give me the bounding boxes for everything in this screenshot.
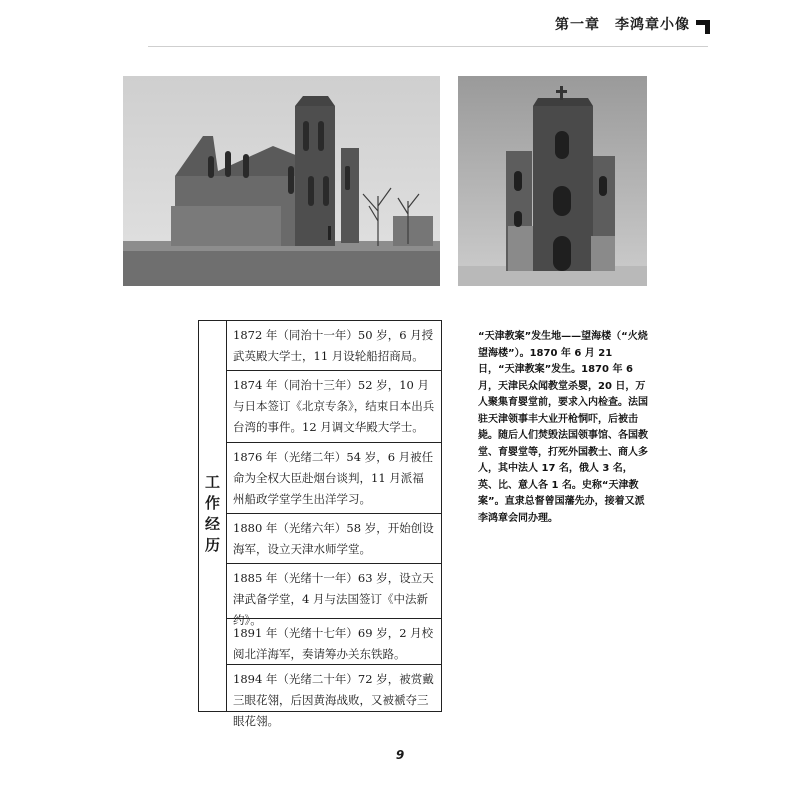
career-row-1876: 1876 年（光绪二年）54 岁，6 月被任命为全权大臣赴烟台谈判，11 月派福州船政学堂学生出洋学习。 — [227, 443, 441, 514]
photo-caption: “天津教案”发生地——望海楼（“火烧望海楼”）。1870 年 6 月 21 日，“天津教案”发生。1870 年 6 月，天津民众闻教堂杀婴，20 日，万人聚集育婴堂前，要求入内检查。法国驻天津领事丰大业开枪恫吓，后被击毙。随后人们焚毁法国领事馆、各国教堂、育婴堂等，打死外国教士、商人多人，其中法人 17 名，俄人 3 名，英、比、意人各 1 名。史称“天津教案”。直隶总督曾国藩先办，接着又派李鸿章会同办理。 — [478, 331, 648, 524]
career-row-1874: 1874 年（同治十三年）52 岁，10 月与日本签订《北京专条》，结束日本出兵台湾的事件。12 月调文华殿大学士。 — [227, 371, 441, 443]
career-row-1880: 1880 年（光绪六年）58 岁，开始创设海军，设立天津水师学堂。 — [227, 514, 441, 564]
page-number: 9 — [395, 748, 405, 762]
career-row-1891: 1891 年（光绪十七年）69 岁，2 月校阅北洋海军，奏请筹办关东铁路。 — [227, 619, 441, 665]
career-row-1872: 1872 年（同治十一年）50 岁，6 月授武英殿大学士，11 月设轮船招商局。 — [227, 321, 441, 371]
church-facade-photo — [458, 76, 647, 286]
career-row-1894: 1894 年（光绪二十年）72 岁，被赏戴三眼花翎，后因黄海战败，又被褫夺三眼花翎。 — [233, 672, 434, 728]
career-rows — [227, 321, 441, 728]
running-header: 第一章 李鸿章小像 — [555, 17, 690, 33]
header-corner-mark — [696, 20, 710, 34]
church-ruins-photo — [123, 76, 440, 286]
career-row-1885: 1885 年（光绪十一年）63 岁，设立天津武备学堂，4 月与法国签订《中法新约》。 — [227, 564, 441, 619]
header-rule — [148, 46, 708, 47]
career-table — [198, 320, 442, 728]
career-side-label: 工作经历 — [199, 321, 227, 711]
